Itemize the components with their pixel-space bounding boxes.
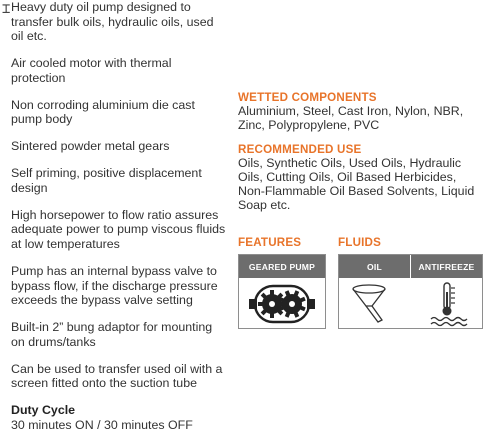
fluids-heading: FLUIDS [338,236,382,249]
feature-item: High horsepower to flow ratio assures adequate power to pump viscous fluids at low temperatures [11,207,226,252]
funnel-icon [349,280,401,328]
fluids-divider [410,255,411,278]
feature-item: Self priming, positive displacement design [11,166,202,195]
feature-item: Pump has an internal bypass valve to bypass flow, if the discharge pressure exceeds the bypass valve setting [11,264,218,308]
feature-item: Sintered powder metal gears [11,139,170,154]
feature-list [11,0,226,433]
features-heading: FEATURES [238,236,302,249]
geared-pump-label: GEARED PUMP [239,255,325,278]
thermometer-icon [421,280,473,328]
recommended-use-heading: RECOMMENDED USE [238,142,362,156]
oil-label: OIL [367,261,382,272]
specifications [238,91,483,223]
feature-item: Non corroding aluminium die cast pump body [11,97,195,127]
fluids-panel [338,254,483,329]
wetted-components-text: Aluminium, Steel, Cast Iron, Nylon, NBR, Zinc, Polypropylene, PVC [238,104,464,133]
geared-pump-icon-box [239,279,325,328]
antifreeze-label: ANTIFREEZE [418,261,475,272]
geared-pump-icon [247,280,317,328]
recommended-use-text: Oils, Synthetic Oils, Used Oils, Hydraulic Oils, Cutting Oils, Oil Based Herbicides, Non-Flammable Oil Based Solvents, Liquid Soap etc. [238,155,475,213]
fluids-panel-header [339,255,482,278]
category-headings [238,236,483,250]
feature-item: Air cooled motor with thermal protection [11,56,172,85]
feature-item: Heavy duty oil pump designed to transfer bulk oils, hydraulic oils, used oil etc. [11,0,214,44]
duty-cycle-value: 30 minutes ON / 30 minutes OFF [11,417,193,432]
wetted-components-heading: WETTED COMPONENTS [238,91,377,104]
antifreeze-icon-box [411,279,482,328]
feature-item: Built-in 2” bung adaptor for mounting on drums/tanks [11,320,213,349]
duty-cycle-title: Duty Cycle [11,403,76,418]
text-cursor-icon: ⌶ [2,1,11,17]
features-panel [238,254,326,329]
feature-item: Can be used to transfer used oil with a screen fitted onto the suction tube [11,361,223,391]
oil-icon-box [339,279,410,328]
